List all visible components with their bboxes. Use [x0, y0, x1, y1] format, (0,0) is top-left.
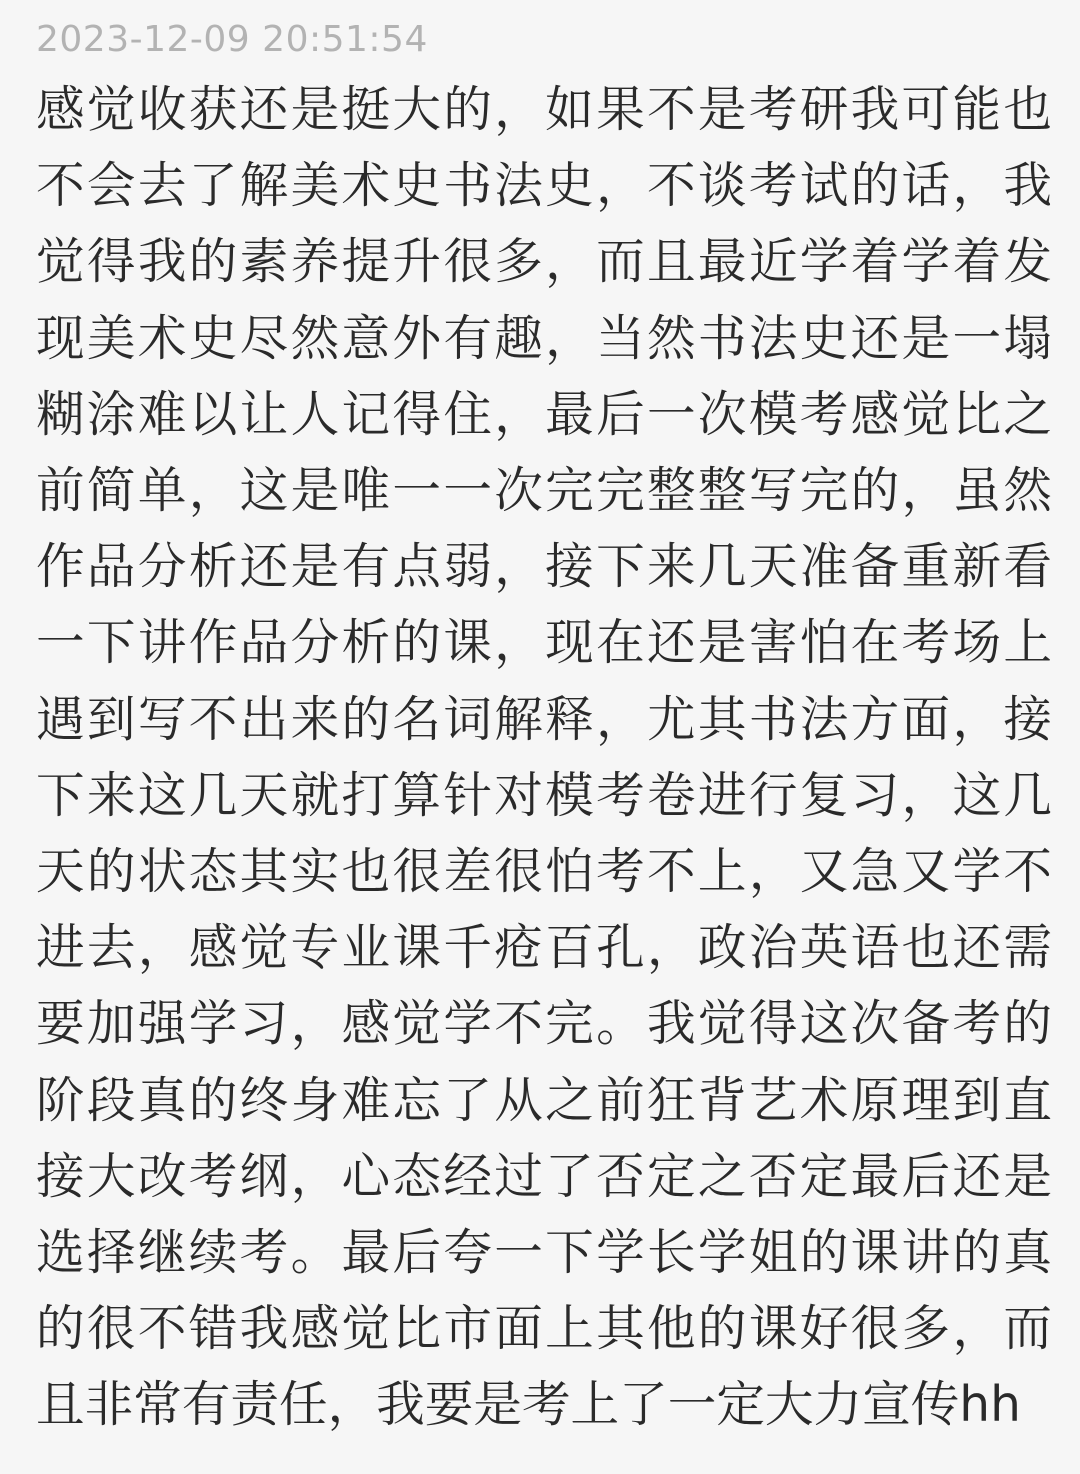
- note-timestamp: 2023-12-09 20:51:54: [36, 19, 428, 60]
- note-body-text: 感觉收获还是挺大的，如果不是考研我可能也不会去了解美术史书法史，不谈考试的话，我觉得我的素养提升很多，而且最近学着学着发现美术史尽然意外有趣，当然书法史还是一塌糊涂难以让人记得住，最后一次模考感觉比之前简单，这是唯一一次完完整整写完的，虽然作品分析还是有点弱，接下来几天准备重新看一下讲作品分析的课，现在还是害怕在考场上遇到写不出来的名词解释，尤其书法方面，接下来这几天就打算针对模考卷进行复习，这几天的状态其实也很差很怕考不上，又急又学不进去，感觉专业课千疮百孔，政治英语也还需要加强学习，感觉学不完。我觉得这次备考的阶段真的终身难忘了从之前狂背艺术原理到直接大改考纲，心态经过了否定之否定最后还是选择继续考。最后夸一下学长学姐的课讲的真的很不错我感觉比市面上其他的课好很多，而且非常有责任，我要是考上了一定大力宣传hh: [36, 82, 1052, 1434]
